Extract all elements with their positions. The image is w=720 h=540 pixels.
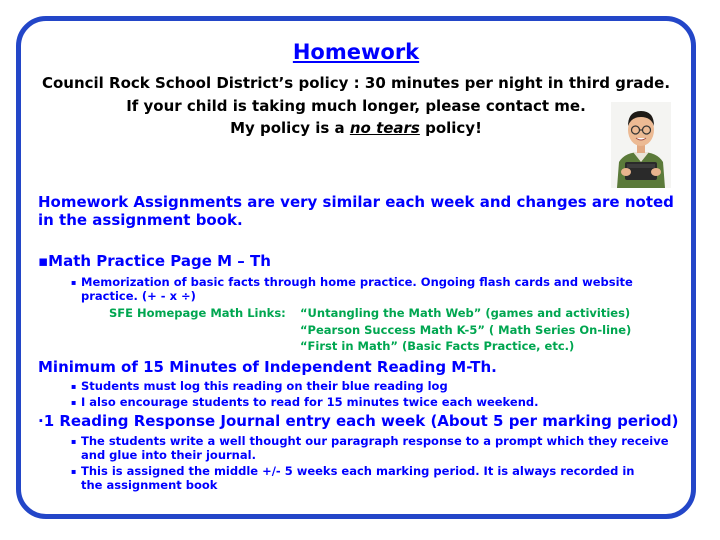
journal-item-1: ▪ The students write a well thought our paragraph response to a prompt which they receive: [71, 434, 669, 448]
math-item-1: ▪ Memorization of basic facts through home practice. Ongoing flash cards and website: [71, 275, 633, 289]
reading-item-2: ▪ I also encourage students to read for 15 minutes twice each weekend.: [71, 395, 539, 409]
policy-suffix: policy!: [425, 119, 482, 137]
student-photo: [611, 102, 671, 188]
intro-line-1: Homework Assignments are very similar each week and changes are noted: [38, 193, 674, 211]
bullet-icon: ▪: [71, 382, 77, 391]
reading-heading: Minimum of 15 Minutes of Independent Reading M-Th.: [38, 358, 497, 376]
contact-line: If your child is taking much longer, please contact me.: [126, 97, 586, 115]
intro-line-2: in the assignment book.: [38, 211, 243, 229]
math-heading: ▪Math Practice Page M – Th: [38, 252, 271, 270]
district-policy-line: Council Rock School District’s policy : 30 minutes per night in third grade.: [41, 74, 671, 92]
bullet-icon: ▪: [71, 278, 77, 287]
bullet-icon: ▪: [71, 437, 77, 446]
reading-item-1: ▪ Students must log this reading on their blue reading log: [71, 379, 448, 393]
page-title: Homework: [292, 40, 420, 64]
bullet-icon: ▪: [71, 467, 77, 476]
journal-item-2-cont: the assignment book: [81, 478, 218, 492]
no-tears-policy-line: [21, 119, 691, 137]
math-item-1-cont: practice. (+ - x ÷): [81, 289, 196, 303]
math-link-first-in-math: “First in Math” (Basic Facts Practice, etc.): [300, 339, 575, 353]
bullet-icon: ▪: [71, 398, 77, 407]
math-link-pearson: “Pearson Success Math K-5” ( Math Series On-line): [300, 323, 632, 337]
journal-heading: ·1 Reading Response Journal entry each week (About 5 per marking period): [38, 412, 679, 430]
journal-item-1-cont: and glue into their journal.: [81, 448, 256, 462]
journal-item-2: ▪ This is assigned the middle +/- 5 weeks each marking period. It is always recorded in: [71, 464, 635, 478]
policy-emphasis: no tears: [349, 119, 420, 137]
policy-prefix: My policy is a: [230, 119, 345, 137]
slide-frame: [16, 16, 696, 519]
math-link-untangling: “Untangling the Math Web” (games and activities): [300, 306, 631, 320]
math-links-label: SFE Homepage Math Links:: [109, 306, 286, 320]
student-illustration: [611, 102, 671, 188]
